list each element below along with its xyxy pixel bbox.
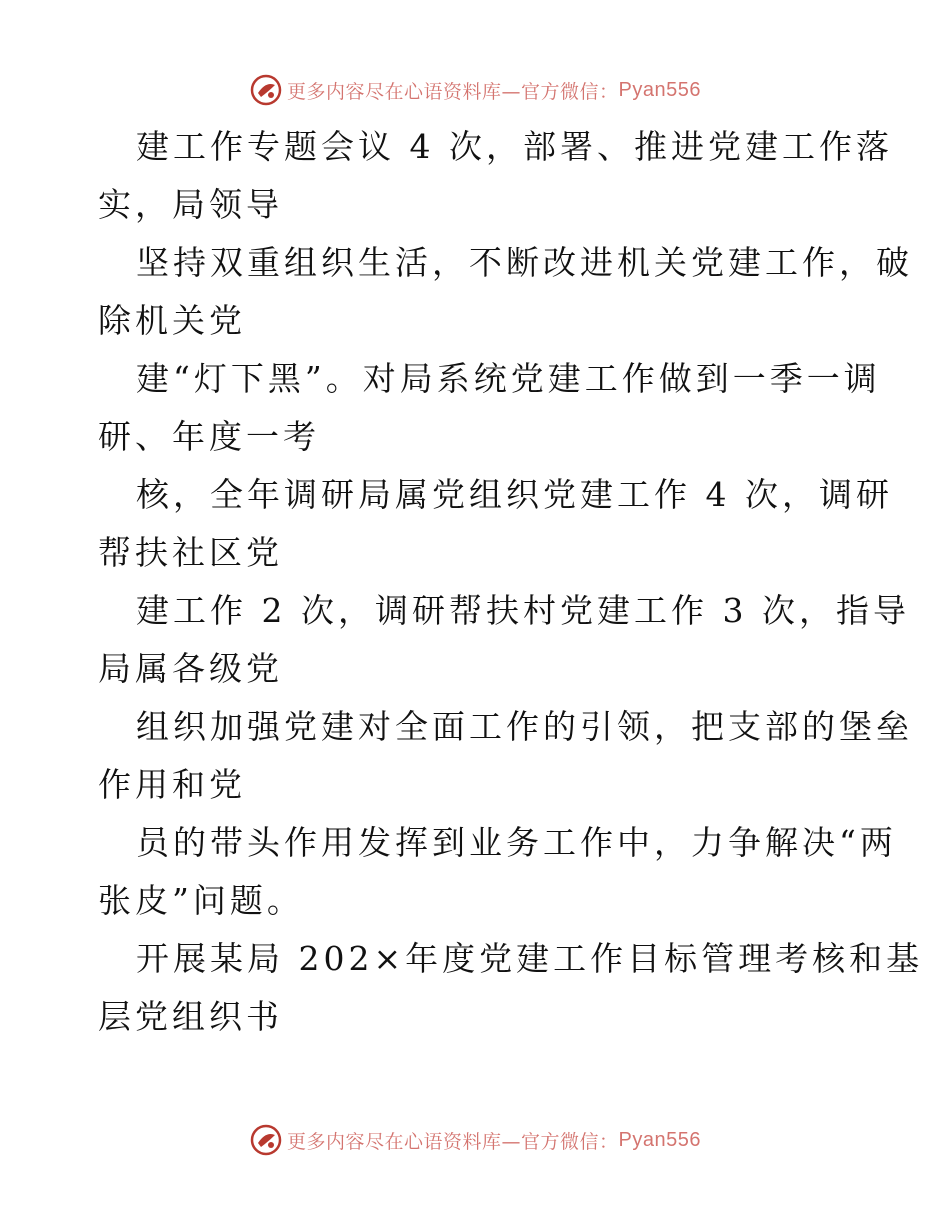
- document-body: [98, 118, 924, 1046]
- watermark-text: 更多内容尽在心语资料库—官方微信：: [287, 1130, 619, 1153]
- text-line: 实，局领导: [98, 185, 283, 224]
- text-line: 作用和党: [98, 765, 246, 804]
- text-line: 开展某局 202×年度党建工作目标管理考核和基: [136, 939, 924, 978]
- text-line: 核，全年调研局属党组织党建工作 4 次，调研: [136, 475, 893, 514]
- text-line: 研、年度一考: [98, 417, 320, 456]
- header-watermark: [0, 70, 950, 110]
- footer-watermark: [0, 1120, 950, 1160]
- text-line: 除机关党: [98, 301, 246, 340]
- text-line: 帮扶社区党: [98, 533, 283, 572]
- text-line: 层党组织书: [98, 997, 283, 1036]
- text-line: 建工作 2 次，调研帮扶村党建工作 3 次，指导: [136, 591, 910, 630]
- text-line: 张皮”问题。: [98, 881, 304, 920]
- library-logo-icon: [249, 73, 283, 107]
- watermark-text: 更多内容尽在心语资料库—官方微信：: [287, 80, 619, 103]
- watermark-wechat-id: Pyan556: [618, 1128, 701, 1151]
- text-line: 建工作专题会议 4 次，部署、推进党建工作落: [136, 127, 893, 166]
- watermark-wechat-id: Pyan556: [618, 78, 701, 101]
- text-line: 局属各级党: [98, 649, 283, 688]
- text-line: 员的带头作用发挥到业务工作中，力争解决“两: [136, 823, 897, 862]
- text-line: 坚持双重组织生活，不断改进机关党建工作，破: [136, 243, 913, 282]
- library-logo-icon: [249, 1123, 283, 1157]
- text-line: 建“灯下黑”。对局系统党建工作做到一季一调: [136, 359, 881, 398]
- text-line: 组织加强党建对全面工作的引领，把支部的堡垒: [136, 707, 913, 746]
